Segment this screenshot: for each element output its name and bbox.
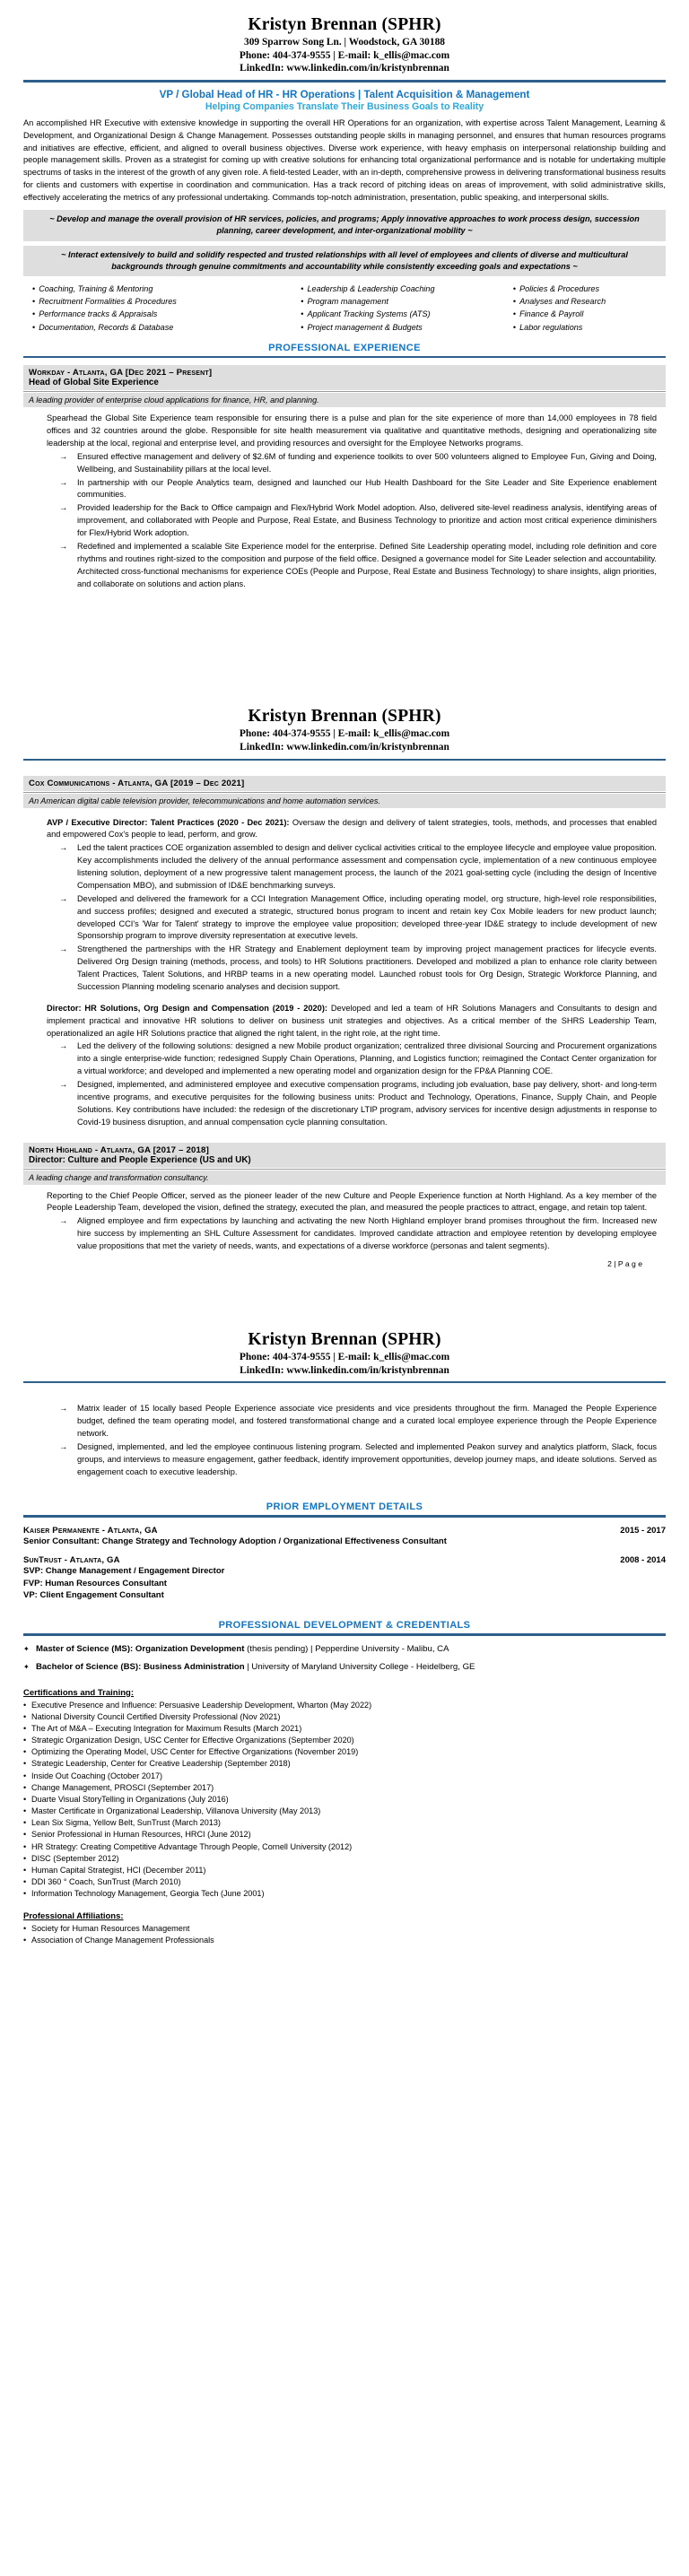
certification-item: • National Diversity Council Certified Diversity Professional (Nov 2021) bbox=[23, 1711, 666, 1723]
affiliation-item: • Society for Human Resources Management bbox=[23, 1923, 666, 1935]
job-title: Head of Global Site Experience bbox=[29, 378, 159, 388]
achievement-item: → In partnership with our People Analytics team, designed and launched our Hub Health Dashboard for the Site Leader and Site Experience enablement communities. bbox=[59, 477, 657, 502]
section-title-prior-employment: PRIOR EMPLOYMENT DETAILS bbox=[266, 1501, 423, 1513]
certification-item: • Human Capital Strategist, HCI (December 2011) bbox=[23, 1865, 666, 1876]
achievement-list-cox-role-two bbox=[23, 1040, 666, 1128]
skill-item: • Leadership & Leadership Coaching bbox=[301, 283, 513, 295]
role-intro: Reporting to the Chief People Officer, served as the pioneer leader of the new Culture and People Experience function at North Highland. As a key member of the People Leadership Team, developed the vision, defined the strategy, executed the plan, and measured the people practices to attract, engage, and retain top talent. bbox=[47, 1190, 657, 1213]
cox-role-two bbox=[23, 1003, 666, 1040]
cox-role-one bbox=[23, 817, 666, 842]
page3-header-divider bbox=[23, 1381, 666, 1383]
section-title-credentials: PROFESSIONAL DEVELOPMENT & CREDENTIALS bbox=[218, 1620, 471, 1632]
prior-employer-row bbox=[23, 1526, 666, 1536]
prior-role: FVP: Human Resources Consultant bbox=[23, 1578, 167, 1588]
company-tagline: A leading provider of enterprise cloud applications for finance, HR, and planning. bbox=[23, 393, 666, 407]
certification-item: • DDI 360 ° Coach, SunTrust (March 2010) bbox=[23, 1876, 666, 1888]
core-competencies bbox=[23, 283, 666, 333]
page-title: Kristyn Brennan (SPHR) bbox=[248, 15, 441, 34]
achievement-list-north-highland-continued bbox=[23, 1403, 666, 1478]
certification-item: • Strategic Leadership, Center for Creative Leadership (September 2018) bbox=[23, 1758, 666, 1770]
achievement-item: → Designed, implemented, and led the employee continuous listening program. Selected and implemented Peakon survey and analytics platform, Slack, focus groups, and interviews to measure engagement, gather feedback, identify improvement opportunities, develop journey maps, and ideate solutions. Served as engagement coach to executive leadership. bbox=[59, 1441, 657, 1479]
achievement-item: → Designed, implemented, and administered employee and executive compensation programs, including job evaluation, base pay delivery, short- and long-term incentive programs, and executive perquisites for the following business units: Product and Technology, Operations, Finance, Supply Chain, and People Solutions. Key contributions have included: the redesign of the discretionary LTIP program, advisory services for incentive design adjustments in response to Covid-19 business disruption, and annual compensation cycle planning consultation. bbox=[59, 1079, 657, 1129]
company-tagline: An American digital cable television provider, telecommunications and home automation services. bbox=[23, 794, 666, 808]
page2-contact-linkedin: LinkedIn: www.linkedin.com/in/kristynbrennan bbox=[240, 742, 449, 753]
section-divider bbox=[23, 356, 666, 359]
skill-item: • Analyses and Research bbox=[513, 295, 657, 308]
degree-name: Bachelor of Science (BS): Business Administration bbox=[36, 1661, 245, 1672]
company-block-north-highland bbox=[23, 1143, 666, 1168]
prior-company-name: SunTrust - Atlanta, GA bbox=[23, 1555, 120, 1566]
hairline-divider bbox=[23, 391, 666, 392]
skills-column-1 bbox=[32, 283, 301, 333]
achievement-list-workday bbox=[23, 451, 666, 591]
role-intro: Oversaw the design and delivery of talent strategies, tools, methods, and processes that enabled and empowered Cox's people to lead, perform, and grow. bbox=[47, 817, 658, 840]
contact-address: 309 Sparrow Song Ln. | Woodstock, GA 30188 bbox=[244, 37, 445, 48]
degree-entry bbox=[23, 1662, 666, 1672]
prior-company-years: 2008 - 2014 bbox=[620, 1555, 666, 1566]
skill-item: • Project management & Budgets bbox=[301, 321, 513, 334]
certification-item: • Optimizing the Operating Model, USC Center for Effective Organizations (November 2019) bbox=[23, 1746, 666, 1758]
degree-institution: (thesis pending) | Pepperdine University - Malibu, CA bbox=[244, 1643, 449, 1654]
hairline-divider bbox=[23, 792, 666, 793]
contact-phone-email: Phone: 404-374-9555 | E-mail: k_ellis@mac.com bbox=[239, 49, 450, 61]
job-title: Director: Culture and People Experience (US and UK) bbox=[29, 1154, 251, 1165]
skill-item: • Recruitment Formalities & Procedures bbox=[32, 295, 301, 308]
role-title: AVP / Executive Director: Talent Practices (2020 - Dec 2021): bbox=[47, 817, 290, 827]
callout-one: ~ Develop and manage the overall provision of HR services, policies, and programs; Apply innovative approaches to work process design, succession planning, career development, and inter-organizational mobility ~ bbox=[23, 210, 666, 241]
certifications-list bbox=[23, 1700, 666, 1901]
certification-item: • DISC (September 2012) bbox=[23, 1853, 666, 1865]
certification-item: • Inside Out Coaching (October 2017) bbox=[23, 1771, 666, 1782]
role-intro: Spearhead the Global Site Experience team responsible for ensuring there is a pulse and plan for the site experience of more than 14,000 employees in 78 field offices and 32 countries around the globe. Responsible for site health measurement via qualitative and quantitative methods, designing and operationalizing site leadership at the local, regional and enterprise level, and providing resources and oversight for the Employee Networks programs. bbox=[47, 413, 657, 448]
page2-contact-phone-email: Phone: 404-374-9555 | E-mail: k_ellis@mac.com bbox=[239, 728, 450, 740]
prior-role: SVP: Change Management / Engagement Director bbox=[23, 1566, 225, 1577]
skill-item: • Coaching, Training & Mentoring bbox=[32, 283, 301, 295]
hairline-divider bbox=[23, 1169, 666, 1170]
certification-item: • Lean Six Sigma, Yellow Belt, SunTrust (March 2013) bbox=[23, 1817, 666, 1829]
section-divider bbox=[23, 1515, 666, 1518]
skill-item: • Finance & Payroll bbox=[513, 308, 657, 320]
achievement-item: → Matrix leader of 15 locally based People Experience associate vice presidents and vice presidents throughout the firm. Managed the People Experience budget, defined the team operating model, and fostered transformational change and a curated local employee experience through the People Experience network. bbox=[59, 1403, 657, 1440]
achievement-item: → Led the delivery of the following solutions: designed a new Mobile product organization; centralized three divisional Sourcing and Procurement organizations into a single enterprise-wide function; redesigned Supply Chain Operations, Planning, and Logistics function; reimagined the Contact Center organization for a virtual workforce; and developed and implemented a new operating model and organization design for the FP&A Planning COE. bbox=[59, 1040, 657, 1078]
certification-item: • Executive Presence and Influence: Persuasive Leadership Development, Wharton (May 2022) bbox=[23, 1700, 666, 1711]
company-block-workday bbox=[23, 365, 666, 390]
affiliations-list bbox=[23, 1923, 666, 1946]
skill-item: • Labor regulations bbox=[513, 321, 657, 334]
skill-item: • Policies & Procedures bbox=[513, 283, 657, 295]
role-title: Director: HR Solutions, Org Design and Compensation (2019 - 2020): bbox=[47, 1003, 327, 1013]
role-intro: Developed and led a team of HR Solutions Managers and Consultants to design and implement practical and innovative HR solutions to deliver on business unit strategies and objectives. As a critical member of the SHRS Leadership Team, operationalized an agile HR Solutions practice that aligned the right talent, in the right role, at the right time. bbox=[47, 1003, 657, 1038]
degree-entry bbox=[23, 1644, 666, 1654]
section-divider bbox=[23, 1633, 666, 1636]
achievement-item: → Strengthened the partnerships with the HR Strategy and Enablement deployment team by improving project management practices for lifecycle events. Delivered Org Design training (methods, process, and tools) to HR Solutions practitioners. Developed and mobilized a plan to enhance role clarity between Talent Practices, Talent Solutions, and HRBP teams in a new operating model. Launched robust tools for Org Design, Strategic Workforce Planning, and Succession Planning modeling scenario analyses and decision support. bbox=[59, 944, 657, 994]
certification-item: • Information Technology Management, Georgia Tech (June 2001) bbox=[23, 1888, 666, 1900]
achievement-item: → Provided leadership for the Back to Office campaign and Flex/Hybrid Work Model adoption. Also, delivered site-level readiness analysis, identifying areas of improvement, and collaborated with People and Purpose, Real Estate, and Business Technology to prioritize and action most critical experience diminishers for Flex/Hybrid Work adoption. bbox=[59, 502, 657, 540]
skills-column-2 bbox=[301, 283, 513, 333]
degree-name: Master of Science (MS): Organization Development bbox=[36, 1643, 245, 1654]
prior-employer-row bbox=[23, 1555, 666, 1565]
company-tagline: A leading change and transformation consultancy. bbox=[23, 1171, 666, 1185]
affiliation-item: • Association of Change Management Professionals bbox=[23, 1935, 666, 1946]
certification-item: • Strategic Organization Design, USC Center for Effective Organizations (September 2020) bbox=[23, 1735, 666, 1746]
skill-item: • Performance tracks & Appraisals bbox=[32, 308, 301, 320]
headline: VP / Global Head of HR - HR Operations | Talent Acquisition & Management bbox=[159, 88, 530, 100]
achievement-item: → Redefined and implemented a scalable Site Experience model for the enterprise. Defined Site Leadership operating model, including role definition and core rhythms and routines right-sized to the composition and purpose of the field office. Designed a governance model for Site Leader selection and accountability. Architected cross-functional mechanisms for experience COEs (People and Purpose, Real Estate and Business Technology) to share insights, align priorities, and collaborate on solutions and action plans. bbox=[59, 541, 657, 591]
achievement-item: → Led the talent practices COE organization assembled to design and deliver cyclical activities critical to the employee lifecycle and employee value proposition. Key accomplishments included the delivery of the annual performance assessment and compensation cycle, implementation of a new continuous employee listening solution, deployment of a new progressive talent management process, the launch of the 2021 goal-setting cycle (including the design of Incentive Compensation MBO), and submission of ID&E benchmarking surveys. bbox=[59, 842, 657, 892]
skill-item: • Applicant Tracking Systems (ATS) bbox=[301, 308, 513, 320]
header-divider bbox=[23, 80, 666, 83]
degree-institution: | University of Maryland University College - Heidelberg, GE bbox=[244, 1661, 475, 1672]
page3-contact-linkedin: LinkedIn: www.linkedin.com/in/kristynbrennan bbox=[240, 1364, 449, 1376]
certification-item: • HR Strategy: Creating Competitive Advantage Through People, Cornell University (2012) bbox=[23, 1841, 666, 1853]
company-name: Workday - Atlanta, GA [Dec 2021 – Present] bbox=[29, 368, 213, 379]
certification-item: • Master Certificate in Organizational Leadership, Villanova University (May 2013) bbox=[23, 1806, 666, 1817]
subheadline: Helping Companies Translate Their Business Goals to Reality bbox=[205, 100, 484, 112]
achievement-item: → Ensured effective management and delivery of $2.6M of funding and experience toolkits to over 500 volunteers aligned to Employee Fun, Giving and Doing, Wellbeing, and Sustainability pillars at the local level. bbox=[59, 451, 657, 476]
page2-header-divider bbox=[23, 759, 666, 761]
certification-item: • Change Management, PROSCI (September 2017) bbox=[23, 1782, 666, 1794]
contact-linkedin: LinkedIn: www.linkedin.com/in/kristynbrennan bbox=[240, 63, 449, 74]
skills-column-3 bbox=[513, 283, 657, 333]
prior-role: Senior Consultant: Change Strategy and Technology Adoption / Organizational Effectiveness Consultant bbox=[23, 1536, 447, 1546]
certifications-heading: Certifications and Training: bbox=[23, 1687, 134, 1698]
summary-paragraph: An accomplished HR Executive with extensive knowledge in supporting the overall HR Operations for an organization, with expertise across Talent Management, Learning & Development, and Organizational Design & Change Management. Possesses outstanding people skills in managing personnel, and ensures that human resources programs and initiatives are effective, efficient, and aligned to overall business objectives. Diverse work experience, with heavy emphasis on interpersonal relationship building and people management skills. Proven as a strategist for coming up with creative solutions for enhancing total organizational performance and is notable for undertaking multiple spectrums of tasks in the interest of the growth of any given role. A field-tested Leader, with an in-depth, comprehensive prowess in delivering transformational business results for clients and customers with expertise in coordination and communication. Has a track record of pitching ideas on areas of improvement, with solid administrative skills, effectively accelerating the metrics of any professional undertaking. Commands top-notch administration, presentation, public speaking, and interpersonal skills. bbox=[23, 117, 666, 203]
skill-item: • Documentation, Records & Database bbox=[32, 321, 301, 334]
achievement-list-north-highland bbox=[23, 1215, 666, 1253]
certification-item: • The Art of M&A – Executing Integration for Maximum Results (March 2021) bbox=[23, 1723, 666, 1735]
page3-name: Kristyn Brennan (SPHR) bbox=[248, 1329, 441, 1349]
page-number: 2 | P a g e bbox=[607, 1258, 642, 1268]
prior-company-years: 2015 - 2017 bbox=[620, 1525, 666, 1536]
achievement-list-cox-role-one bbox=[23, 842, 666, 994]
certification-item: • Senior Professional in Human Resources, HRCI (June 2012) bbox=[23, 1829, 666, 1841]
prior-company-name: Kaiser Permanente - Atlanta, GA bbox=[23, 1525, 158, 1536]
achievement-item: → Aligned employee and firm expectations by launching and activating the new North Highland employer brand promises throughout the firm. Increased new hire success by implementing an SHL Culture Assessment for candidates. Improved candidate attraction and employee retention by developing employee value propositions that met the variety of needs, wants, and expectations of a diverse workforce (personas and talent segments). bbox=[59, 1215, 657, 1253]
company-name: North Highland - Atlanta, GA [2017 – 2018] bbox=[29, 1144, 209, 1155]
prior-role: VP: Client Engagement Consultant bbox=[23, 1589, 164, 1600]
company-block-cox bbox=[23, 776, 666, 791]
certification-item: • Duarte Visual StoryTelling in Organizations (July 2016) bbox=[23, 1794, 666, 1806]
skill-item: • Program management bbox=[301, 295, 513, 308]
affiliations-heading: Professional Affiliations: bbox=[23, 1910, 124, 1921]
page2-name: Kristyn Brennan (SPHR) bbox=[248, 707, 441, 727]
achievement-item: → Developed and delivered the framework for a CCI Integration Management Office, including operating model, org structure, high-level role responsibilities, and success profiles; designed and executed a strategic, structured bonus program to incent and retain key Cox Mobile leaders for new product launch; developed CCI's 'War for Talent' strategy to improve the employee value proposition; developed three-year ID&E strategy to include development of new Sponsorship program to improve diversity representation at executive levels. bbox=[59, 893, 657, 944]
callout-two: ~ Interact extensively to build and solidify respected and trusted relationships with all level of employees and clients of diverse and multicultural backgrounds through genuine commitments and accountability while consistently exceeding goals and expectations ~ bbox=[23, 246, 666, 277]
page3-contact-phone-email: Phone: 404-374-9555 | E-mail: k_ellis@mac.com bbox=[239, 1351, 450, 1362]
company-name: Cox Communications - Atlanta, GA [2019 – Dec 2021] bbox=[29, 778, 245, 788]
section-title-experience: PROFESSIONAL EXPERIENCE bbox=[268, 342, 421, 353]
